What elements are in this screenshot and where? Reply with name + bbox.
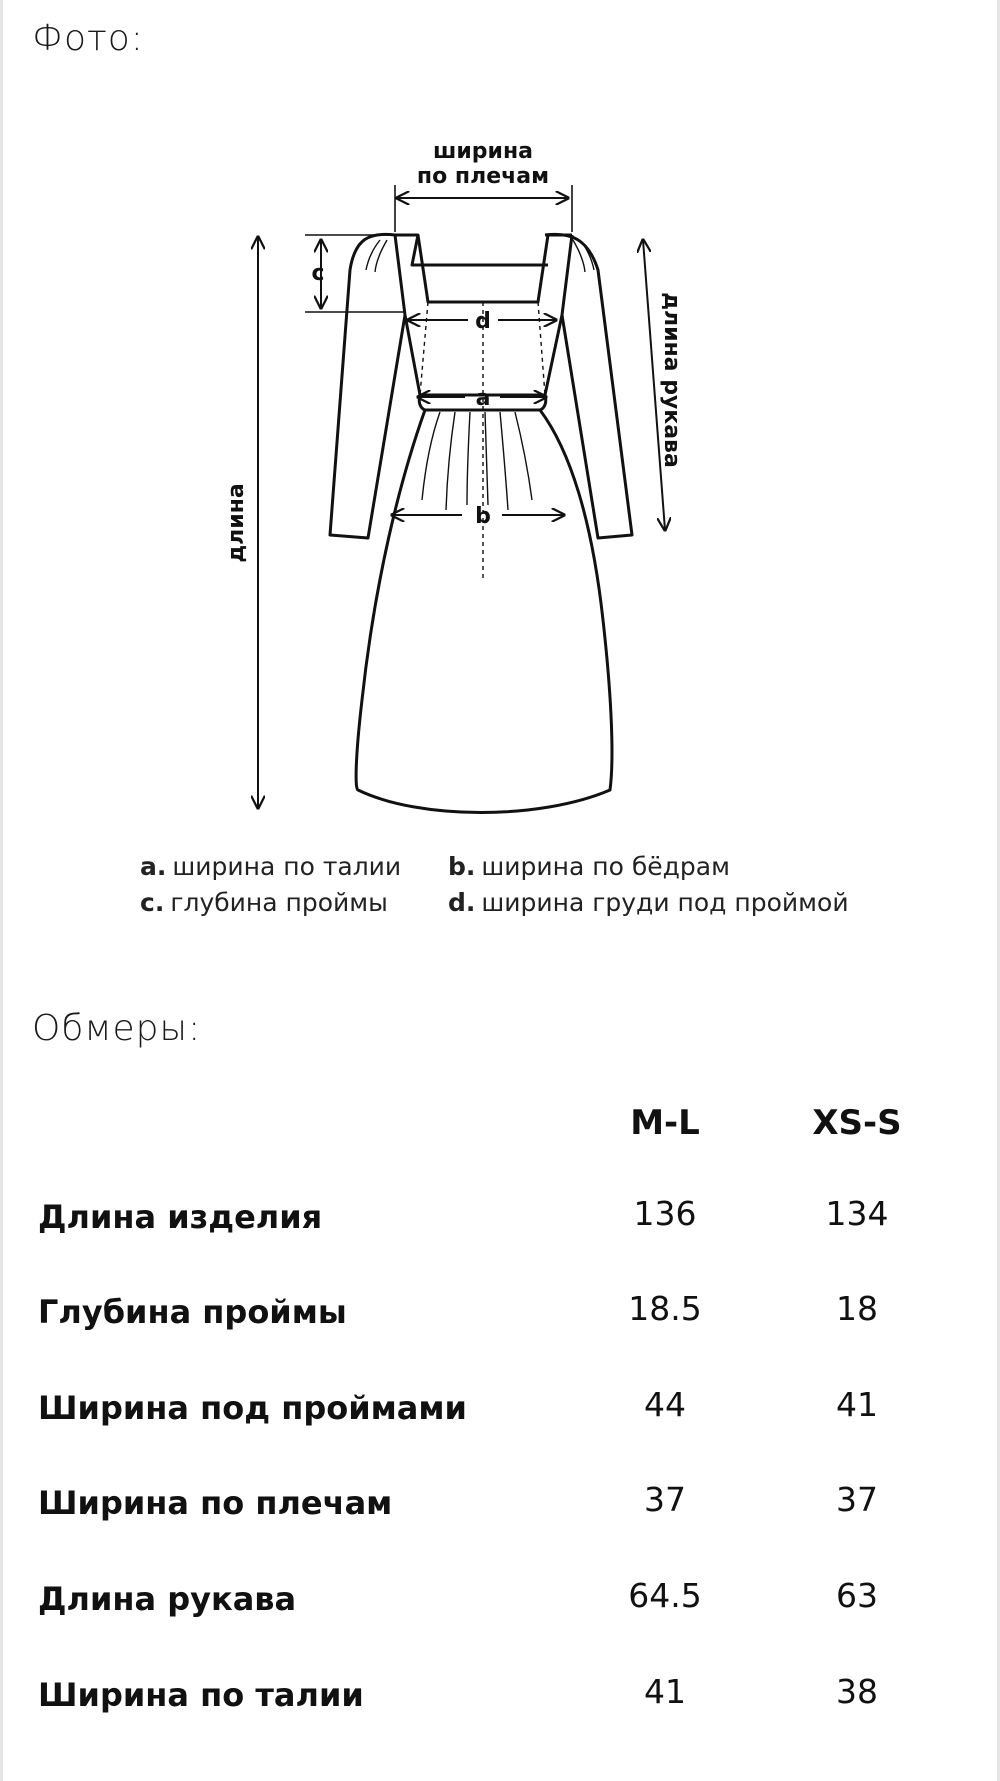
cell-xs-s: 63	[836, 1576, 878, 1615]
mark-c: c	[311, 261, 325, 286]
measures-section-title: Обмеры:	[32, 1008, 202, 1049]
row-label: Ширина по плечам	[38, 1484, 393, 1522]
cell-xs-s: 41	[836, 1385, 878, 1424]
legend-letter: a.	[140, 852, 167, 881]
mark-a: a	[475, 386, 491, 411]
cell-m-l: 136	[633, 1194, 697, 1233]
row-label: Глубина проймы	[38, 1293, 347, 1331]
table-row	[0, 1385, 1000, 1449]
cell-m-l: 37	[644, 1480, 686, 1519]
cell-m-l: 41	[644, 1672, 686, 1711]
cell-m-l: 44	[644, 1385, 686, 1424]
legend-item-a	[140, 852, 401, 881]
cell-m-l: 18.5	[628, 1289, 702, 1328]
column-header-xs-s: XS-S	[812, 1103, 902, 1143]
cell-xs-s: 38	[836, 1672, 878, 1711]
table-row	[0, 1672, 1000, 1736]
table-row	[0, 1194, 1000, 1258]
shoulder-width-label-line1: ширина	[433, 139, 533, 164]
legend-letter: b.	[448, 852, 476, 881]
legend-item-d	[448, 888, 849, 917]
legend-letter: c.	[140, 888, 165, 917]
row-label: Длина рукава	[38, 1580, 297, 1618]
legend-text: ширина груди под проймой	[481, 888, 849, 917]
legend-text: ширина по талии	[172, 852, 402, 881]
photo-section-title: Фото:	[32, 18, 144, 59]
legend-text: глубина проймы	[170, 888, 388, 917]
center-dashed-guides	[420, 302, 545, 580]
legend-item-c	[140, 888, 388, 917]
shoulder-width-label-line2: по плечам	[416, 164, 550, 189]
cell-m-l: 64.5	[628, 1576, 702, 1615]
table-row	[0, 1576, 1000, 1640]
cell-xs-s: 37	[836, 1480, 878, 1519]
table-row	[0, 1289, 1000, 1353]
table-row	[0, 1480, 1000, 1544]
legend-text: ширина по бёдрам	[481, 852, 730, 881]
mark-b: b	[475, 504, 491, 529]
legend-item-b	[448, 852, 730, 881]
mark-d: d	[475, 309, 491, 334]
length-label: длина	[224, 483, 249, 563]
row-label: Ширина под проймами	[38, 1389, 467, 1427]
row-label: Длина изделия	[38, 1198, 323, 1236]
cell-xs-s: 134	[825, 1194, 889, 1233]
cell-xs-s: 18	[836, 1289, 878, 1328]
column-header-m-l: M-L	[630, 1103, 700, 1143]
sleeve-length-label: длина рукава	[659, 292, 684, 468]
legend-letter: d.	[448, 888, 476, 917]
row-label: Ширина по талии	[38, 1676, 364, 1714]
